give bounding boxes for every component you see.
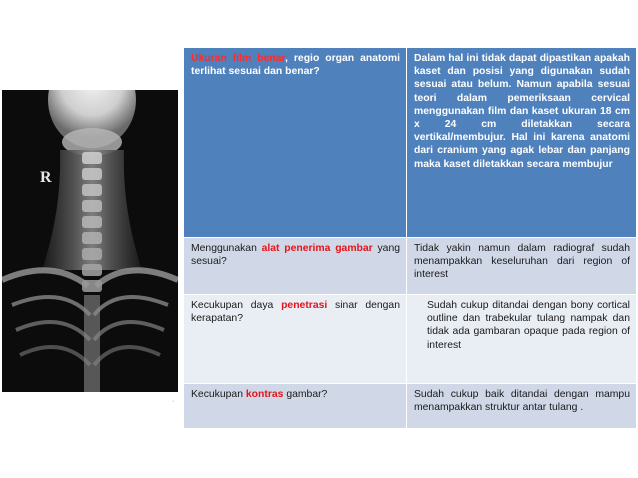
table-row [184, 295, 636, 384]
criteria-cell [184, 384, 407, 428]
criteria-text: , regio organ anatomi terlihat sesuai dan benar? [191, 53, 400, 78]
xray-side-marker: R [40, 169, 52, 186]
criteria-text-prefix: Kecukupan [191, 389, 246, 400]
criteria-text: gambar? [283, 389, 328, 400]
table-row [184, 238, 636, 295]
answer-cell: Sudah cukup ditandai dengan bony cortical outline dan trabekular tulang nampak dan tidak ada gambaran opaque pada region of interest [427, 300, 630, 351]
criteria-highlight: kontras [245, 389, 284, 400]
criteria-cell [184, 295, 407, 383]
answer-cell: Dalam hal ini tidak dapat dipastikan apakah kaset dan posisi yang digunakan sudah sesuai atau belum. Namun apabila sesuai teori dalam pemeriksaan cervical menggunakan film dan kaset ukuran 18 cm x 24 cm diletakkan secara vertikal/membujur. Hal ini karena anatomi dari cranium yang agak lebar dan panjang maka kaset diletakkan secara membujur [414, 53, 630, 170]
evaluation-table [184, 48, 636, 429]
criteria-cell [184, 238, 407, 294]
criteria-text-prefix: Menggunakan [191, 243, 262, 254]
criteria-text-prefix: Kecukupan daya [191, 300, 282, 311]
criteria-text: sinar dengan kerapatan? [191, 300, 400, 325]
answer-cell: Tidak yakin namun dalam radiograf sudah menampakkan keseluruhan dari region of interest [414, 243, 630, 281]
criteria-text: yang sesuai? [191, 243, 401, 268]
criteria-highlight: Ukuran film benar [191, 53, 285, 64]
table-row [184, 384, 636, 429]
xray-drawing [2, 90, 178, 392]
answer-cell: Sudah cukup baik ditandai dengan mampu menampakkan struktur antar tulang . [414, 389, 630, 414]
criteria-highlight: alat penerima gambar [261, 243, 373, 254]
criteria-cell [184, 48, 407, 237]
criteria-highlight: penetrasi [281, 300, 328, 311]
cervical-xray-image [2, 90, 178, 392]
slide-bullet-mark: · [172, 398, 175, 405]
table-row [184, 48, 636, 238]
